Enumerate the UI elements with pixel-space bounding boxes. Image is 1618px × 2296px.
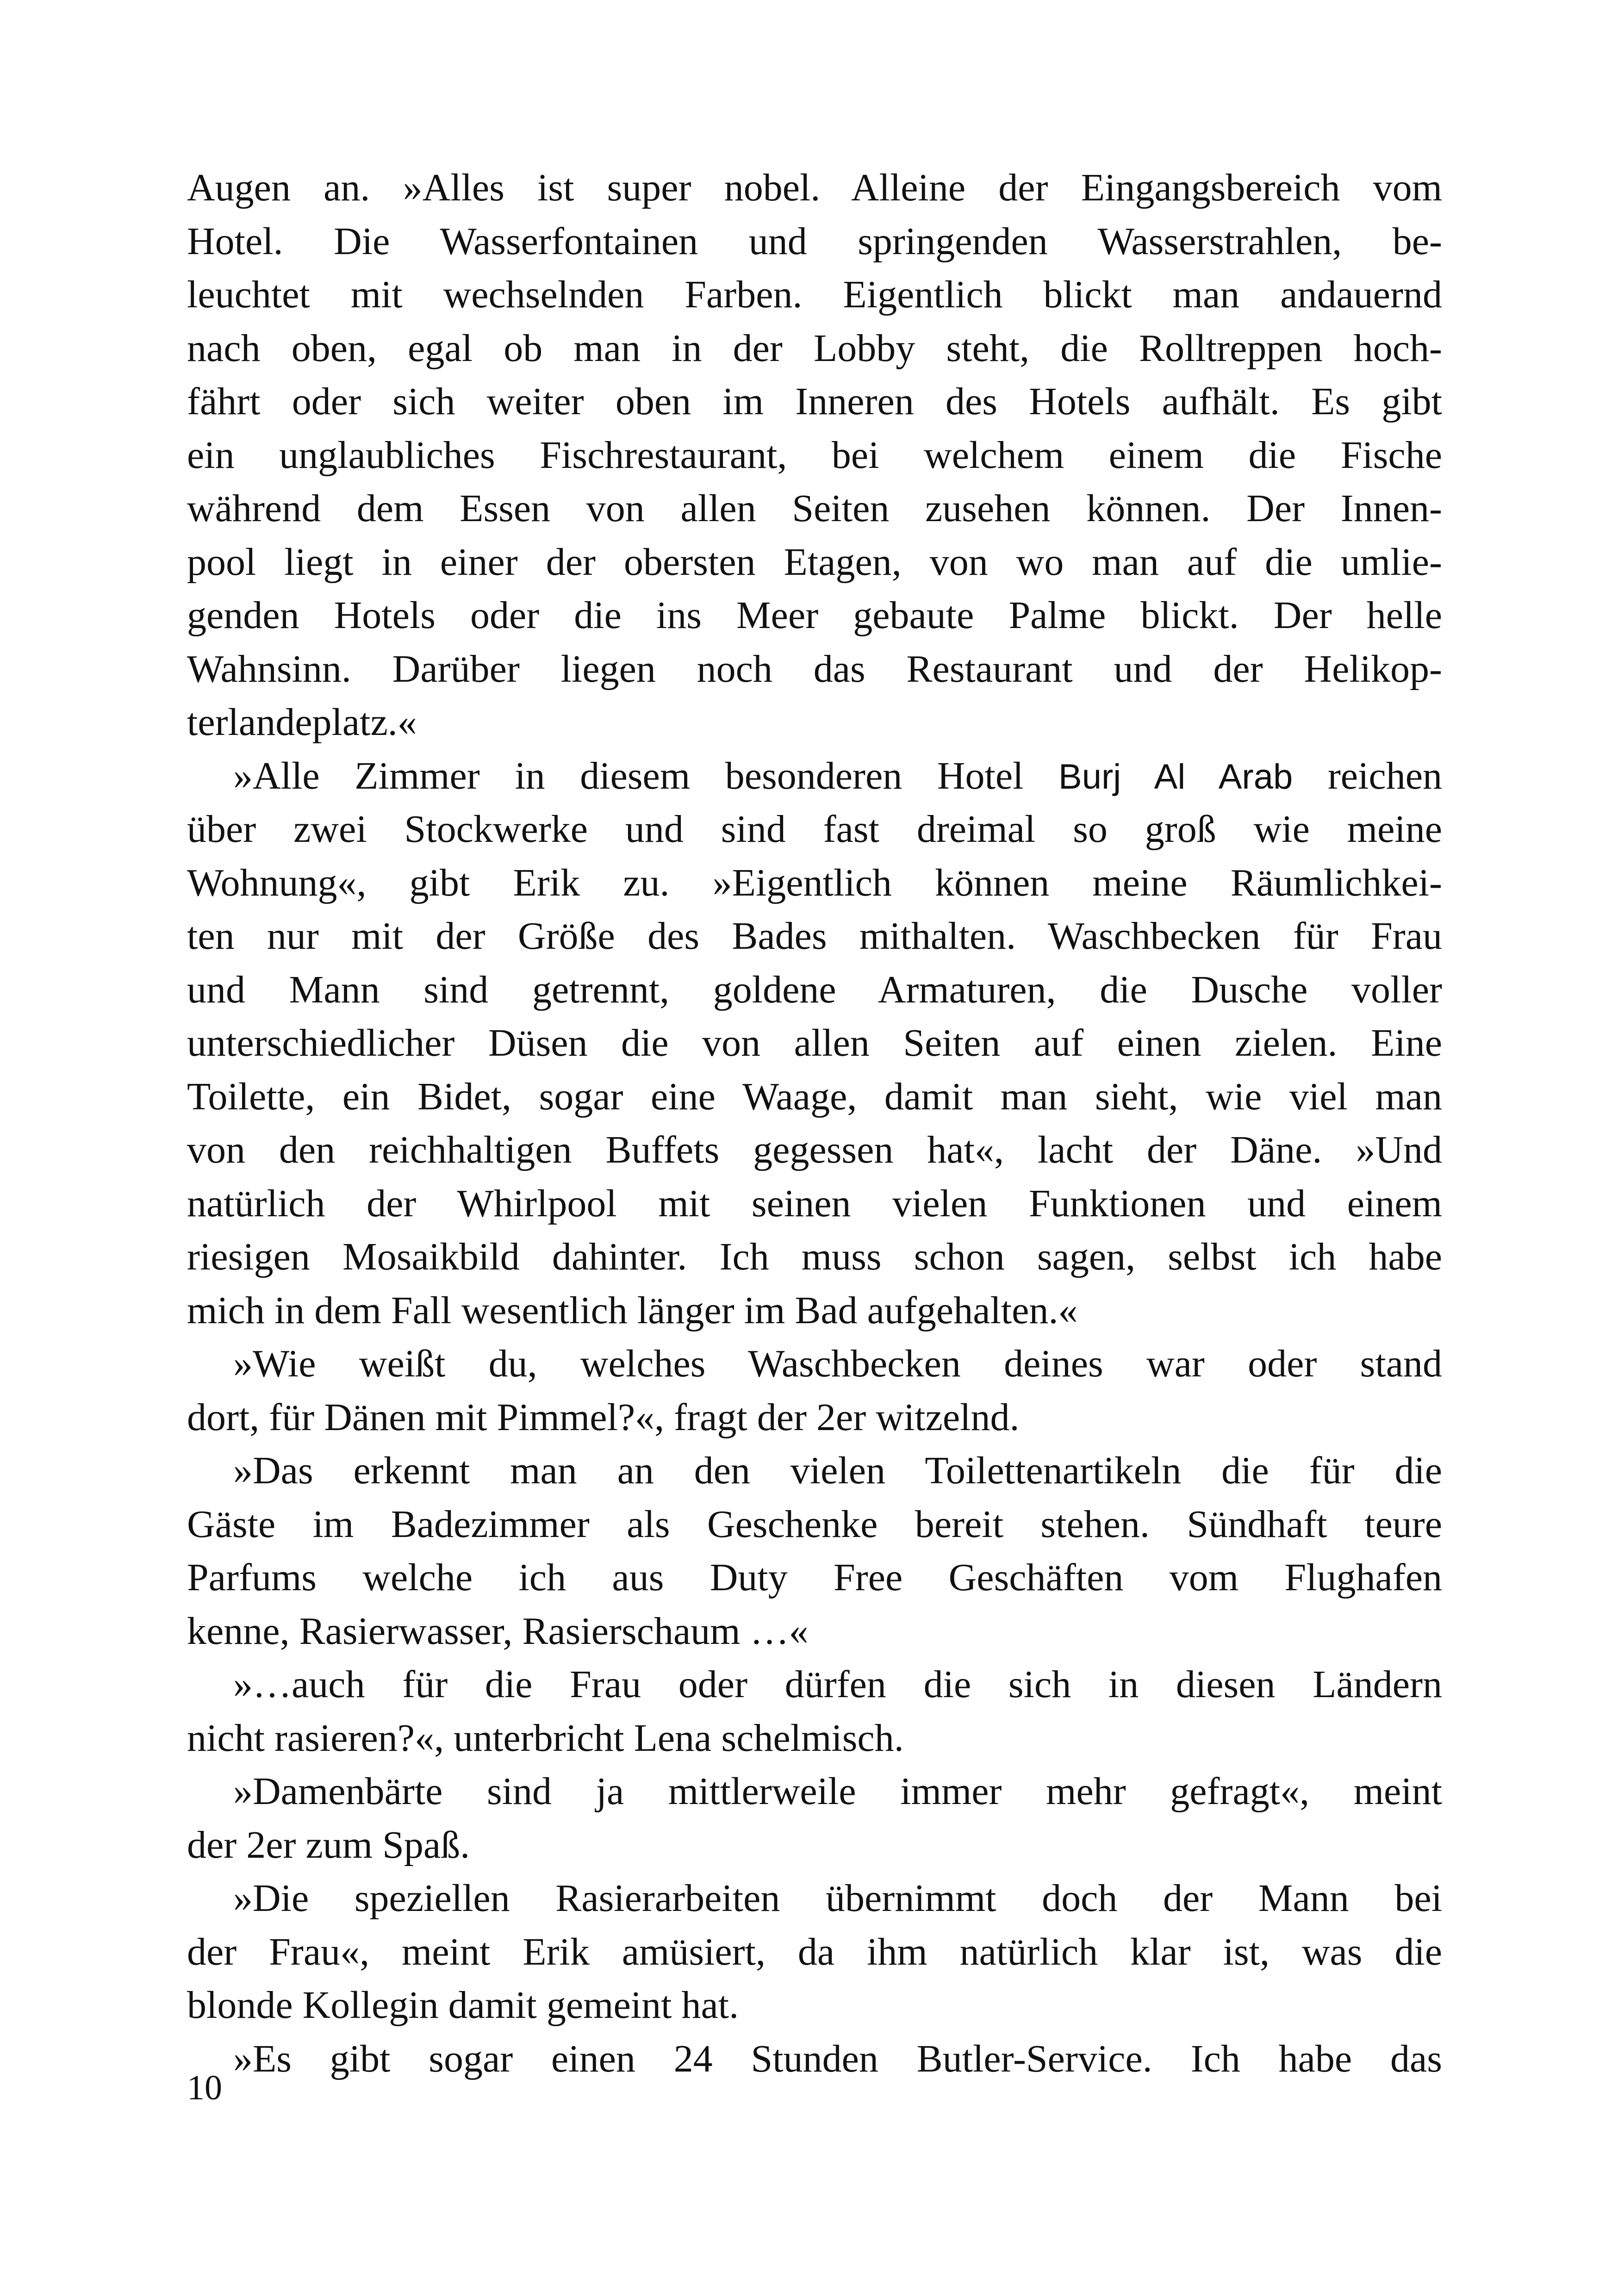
text-line: Wahnsinn. Darüber liegen noch das Restaurant und der Helikop- <box>187 647 1442 691</box>
text-line: von den reichhaltigen Buffets gegessen hat«, lacht der Däne. »Und <box>187 1128 1442 1171</box>
text-line: ten nur mit der Größe des Bades mithalten. Waschbecken für Frau <box>187 915 1442 958</box>
body-text <box>187 161 1442 2085</box>
text-line: fährt oder sich weiter oben im Inneren des Hotels aufhält. Es gibt <box>187 380 1442 423</box>
text-line: Parfums welche ich aus Duty Free Geschäften vom Flughafen <box>187 1556 1442 1599</box>
text-line: »Wie weißt du, welches Waschbecken deines war oder stand <box>233 1342 1442 1385</box>
text-line: natürlich der Whirlpool mit seinen vielen Funktionen und einem <box>187 1182 1442 1225</box>
text-line: und Mann sind getrennt, goldene Armaturen, die Dusche voller <box>187 968 1442 1011</box>
text-line: »Es gibt sogar einen 24 Stunden Butler-Service. Ich habe das <box>233 2037 1442 2080</box>
text-line: Gäste im Badezimmer als Geschenke bereit stehen. Sündhaft teure <box>187 1502 1442 1546</box>
text-line: nach oben, egal ob man in der Lobby steht, die Rolltreppen hoch- <box>187 326 1442 370</box>
text-line: Augen an. »Alles ist super nobel. Alleine der Eingangsbereich vom <box>187 166 1442 209</box>
text-line: pool liegt in einer der obersten Etagen, von wo man auf die umlie- <box>187 540 1442 584</box>
hotel-name: Burj Al Arab <box>1058 757 1293 796</box>
text-line: Hotel. Die Wasserfontainen und springenden Wasserstrahlen, be- <box>187 219 1442 263</box>
text-line: mich in dem Fall wesentlich länger im Bad aufgehalten.« <box>187 1288 1078 1332</box>
text-line: dort, für Dänen mit Pimmel?«, fragt der 2er witzelnd. <box>187 1395 1020 1439</box>
text-line: blonde Kollegin damit gemeint hat. <box>187 1984 739 2027</box>
text-line: Toilette, ein Bidet, sogar eine Waage, damit man sieht, wie viel man <box>187 1075 1442 1118</box>
text-line: unterschiedlicher Düsen die von allen Seiten auf einen zielen. Eine <box>187 1021 1442 1064</box>
text-line: »Das erkennt man an den vielen Toilettenartikeln die für die <box>233 1449 1442 1492</box>
text-line: der Frau«, meint Erik amüsiert, da ihm natürlich klar ist, was die <box>187 1930 1442 1973</box>
text-line: »…auch für die Frau oder dürfen die sich in diesen Ländern <box>233 1663 1442 1706</box>
text-line: Wohnung«, gibt Erik zu. »Eigentlich können meine Räumlichkei- <box>187 861 1442 904</box>
text-line: »Damenbärte sind ja mittlerweile immer mehr gefragt«, meint <box>233 1770 1442 1813</box>
text-line <box>187 749 1442 803</box>
text-line: ein unglaubliches Fischrestaurant, bei welchem einem die Fische <box>187 433 1442 477</box>
text-line: kenne, Rasierwasser, Rasierschaum …« <box>187 1609 809 1653</box>
page-number: 10 <box>187 2068 222 2107</box>
text-line: während dem Essen von allen Seiten zusehen können. Der Innen- <box>187 487 1442 530</box>
text-line: genden Hotels oder die ins Meer gebaute Palme blickt. Der helle <box>187 594 1442 637</box>
text-segment: »Alle Zimmer in diesem besonderen Hotel <box>233 754 1059 797</box>
text-segment: reichen <box>1293 754 1442 797</box>
text-line: terlandeplatz.« <box>187 701 417 744</box>
text-line: riesigen Mosaikbild dahinter. Ich muss schon sagen, selbst ich habe <box>187 1235 1442 1278</box>
text-line: über zwei Stockwerke und sind fast dreimal so groß wie meine <box>187 808 1442 851</box>
text-line: nicht rasieren?«, unterbricht Lena schelmisch. <box>187 1716 904 1760</box>
text-line: der 2er zum Spaß. <box>187 1823 470 1867</box>
text-line: leuchtet mit wechselnden Farben. Eigentlich blickt man andauernd <box>187 273 1442 316</box>
text-line: »Die speziellen Rasierarbeiten übernimmt doch der Mann bei <box>233 1877 1442 1920</box>
